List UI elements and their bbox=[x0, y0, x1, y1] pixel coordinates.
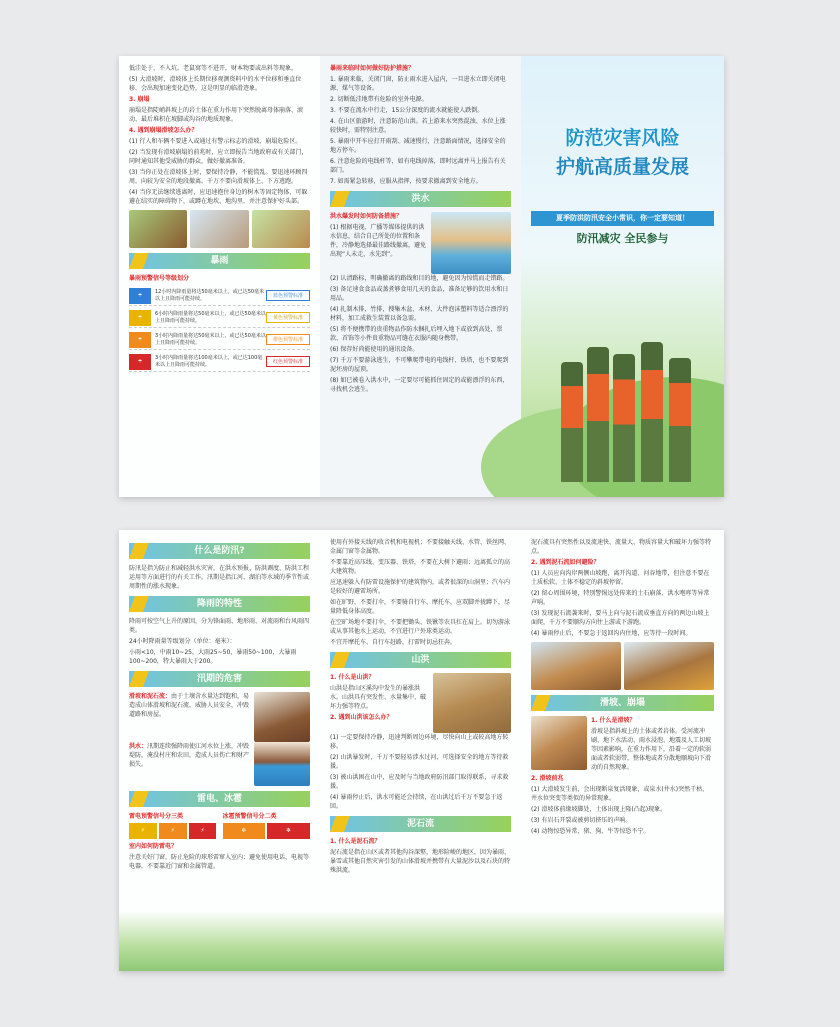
storm-item: 7. 如需紧急转移，应服从指挥，按要求撤离到安全地方。 bbox=[330, 178, 482, 185]
hail-signal-heading: 冰雹预警信号分二类 bbox=[222, 813, 277, 820]
lightning-icon: ⚡ bbox=[189, 823, 217, 839]
thunder-signal-heading: 雷电预警信号分三类 bbox=[129, 813, 184, 820]
rain-text: 降雨可按空气上升的原因，分为锋面雨、地形雨、对流雨和台风雨四类。 bbox=[129, 618, 310, 634]
flood-title: 洪水 bbox=[330, 191, 511, 207]
brochure-outside-sheet bbox=[119, 56, 724, 497]
thunder-tip: 不要靠近高压线、变压器、铁塔，不要在大树下避雨；远离孤立的高大建筑物。 bbox=[330, 559, 511, 575]
torrent-question: 2. 遇到山洪该怎么办？ bbox=[330, 714, 393, 721]
landslide-question: 2. 滑坡前兆 bbox=[531, 775, 564, 782]
flood-item: (4) 扎制木排、竹排，搜集木盆、木材、大件泡沫塑料等适合漂浮的材料，加工成救生装置以备急需。 bbox=[330, 306, 509, 322]
encounter-item: (2) 当发现有滑坡崩塌的前兆时，应立即报告当地政府或有关部门，同时通知其他受威胁的群众，做好撤离准备。 bbox=[129, 149, 308, 165]
rain-features-title: 降雨的特性 bbox=[129, 596, 310, 612]
flood-house-illustration bbox=[431, 212, 511, 274]
torrent-illustration bbox=[433, 673, 511, 733]
signal-text: 12小时内降雨量将达50毫米以上，或已达50毫米以上且降雨可能持续。 bbox=[155, 288, 265, 302]
debris-question: 1. 什么是泥石流？ bbox=[330, 838, 381, 845]
flood-item: (6) 保存好尚能使用的通讯设备。 bbox=[330, 346, 419, 353]
flood-item: (8) 如已被卷入洪水中，一定要尽可能抓住固定的或能漂浮的东西，寻找机会逃生。 bbox=[330, 377, 509, 393]
debris-title: 泥石流 bbox=[330, 816, 511, 832]
flood-item: (5) 将不便携带的贵重物品作防水捆扎后埋入地下或放到高处，票款、首饰等小件贵重物品可缝在衣服内随身携带。 bbox=[330, 326, 503, 342]
soldier-figure bbox=[561, 362, 583, 482]
storm-item: 4. 在山区旅游时，注意防范山洪。若上游来水突然混浊、水位上涨较快时，需特别注意。 bbox=[330, 118, 506, 134]
no-drive-tip: 不宜开摩托车、自行车赶路，打雷时切忌狂奔。 bbox=[330, 639, 457, 646]
landslide-collapse-title: 滑坡、崩塌 bbox=[531, 695, 714, 711]
thunder-tip: 应迅速躲入有防雷设施保护的建筑物内，或者很深的山洞里；汽车内是较好的避雷场所。 bbox=[330, 579, 511, 595]
thunder-tip: 使用有外接天线的收音机和电视机；不要接触天线、水管、铁丝网、金属门窗等金属物。 bbox=[330, 539, 511, 555]
torrent-item: (4) 暴雨停止后，洪水可能还会持续，在山洪过后千万不要急于返回。 bbox=[330, 794, 503, 810]
landslide-illustration bbox=[129, 210, 187, 248]
flood-item: (1) 根据电视、广播等媒体提供的洪水信息，结合自己所处的位置和条件，冷静地选择最佳路线撤离，避免出现“人未走，水先到”。 bbox=[330, 224, 427, 258]
collapse-heading: 3. 崩塌 bbox=[129, 96, 150, 103]
signal-tag: 红色预警标准 bbox=[266, 356, 310, 367]
hail-icon: ❄ bbox=[267, 823, 310, 839]
debris-item: (3) 发现泥石流袭来时，要马上向与泥石流成垂直方向的两边山坡上面爬，千万不要顺沟方向往上游或下游跑。 bbox=[531, 610, 710, 626]
storm-title: 暴雨 bbox=[129, 253, 310, 269]
rain-levels-heading: 24小时降雨量等级划分（单位：毫米）： bbox=[129, 638, 236, 645]
thunder-signal-block bbox=[129, 812, 217, 839]
indoor-text: 注意关好门窗，防止危险的球形雷窜入室内；避免使用电话、电视等电器，不要靠近门窗和金属管道。 bbox=[129, 854, 310, 870]
signal-tag: 蓝色预警标准 bbox=[266, 290, 310, 301]
soldier-figure bbox=[641, 342, 663, 482]
bottom-panel-left bbox=[119, 530, 320, 971]
signal-text: 3小时内降雨量将达100毫米以上，或已达100毫米以上且降雨可能持续。 bbox=[155, 354, 263, 368]
orange-signal-icon: ☂ bbox=[129, 332, 151, 348]
encounter-item: (3) 当你正处在滑坡体上时，要保持冷静，不能慌乱。要迅速环顾四周，向较为安全的地段撤离。千万不要向滑坡体上、下方逃跑。 bbox=[129, 169, 308, 185]
rescue-illustration bbox=[190, 210, 248, 248]
debris-intro: 泥石流具有突然性以及流速快、流量大、物质容量大和破坏力强等特点。 bbox=[531, 539, 712, 555]
soldier-figure bbox=[587, 347, 609, 482]
signal-row-blue bbox=[129, 286, 310, 306]
storm-item: 2. 切断低洼地带有危险的室外电源。 bbox=[330, 96, 428, 103]
yellow-signal-icon: ☂ bbox=[129, 310, 151, 326]
lightning-icon: ⚡ bbox=[129, 823, 157, 839]
flood-item: (3) 备足速食食品或蒸煮够食用几天的食品，准备足够的饮用水和日用品。 bbox=[330, 286, 509, 302]
debris-item: (1) 人员应向沟岸两侧山坡跑，离开沟道、河谷地带，但注意不要在土质松软、土体不稳定的斜坡停留。 bbox=[531, 570, 710, 586]
flooded-house-illustration bbox=[254, 742, 310, 786]
landslide-question: 1. 什么是滑坡？ bbox=[591, 717, 636, 724]
encounter-heading: 4. 遇到崩塌滑坡怎么办？ bbox=[129, 127, 198, 134]
soldier-figure bbox=[669, 358, 691, 482]
debris-item: (4) 暴雨停止后，不要急于返回沟内住地，应等待一段时间。 bbox=[531, 630, 692, 637]
signal-row-orange bbox=[129, 330, 310, 350]
torrent-question: 1. 什么是山洪？ bbox=[330, 674, 375, 681]
torrent-item: (2) 山洪暴发时，千万不要轻易涉水过河，可选择安全的地方等待救援。 bbox=[330, 754, 509, 770]
hazard-label: 洪水： bbox=[129, 743, 148, 750]
thunder-signal-row bbox=[129, 812, 310, 839]
blue-signal-icon: ☂ bbox=[129, 288, 151, 304]
encounter-item: (4) 当你无法继续逃离时，应迅速抱住身边的树木等固定物体，可躲避在结实的障碍物下，或蹲在地坎、地沟里，并注意保护好头部。 bbox=[129, 189, 308, 205]
intro-text: (5) 大滑坡时，滑坡体上长期位移观测资料中的水平位移和垂直位移，会出现加速变化趋势，这是明显的临滑迹象。 bbox=[129, 76, 302, 92]
rain-levels: 小雨<10，中雨10~25，大雨25~50，暴雨50~100，大暴雨100~200，特大暴雨大于200。 bbox=[129, 649, 297, 665]
top-panel-left bbox=[119, 56, 320, 497]
hail-signal-icons bbox=[223, 823, 311, 839]
cover-slogan: 防汛减灾 全民参与 bbox=[576, 232, 669, 245]
rockfall-illustration bbox=[254, 692, 310, 742]
thunder-hail-title: 雷电、冰雹 bbox=[129, 791, 310, 807]
storm-protect-heading: 暴雨来临时如何做好防护措施？ bbox=[330, 65, 415, 72]
debris-answer: 泥石流是指在山区或者其他沟谷深壑，地形险峻的地区，因为暴雨、暴雪或其他自然灾害引发的山体滑坡并携带有大量泥沙以及石块的特殊洪流。 bbox=[330, 849, 511, 874]
cover-panel bbox=[521, 56, 724, 497]
signal-row-red bbox=[129, 352, 310, 372]
signal-text: 6小时内降雨量将达50毫米以上，或已达50毫米以上且降雨可能持续。 bbox=[155, 310, 266, 324]
flood-item: (2) 认清路标，明确撤离的路线和目的地，避免因为惊慌而走错路。 bbox=[330, 275, 509, 282]
debris-illustration bbox=[531, 642, 621, 690]
landslide-intro-text bbox=[591, 716, 714, 774]
hazard-text: 汛期连续强降雨使江河水位上涨，冲毁堤防，淹没村庄和农田，造成人员伤亡和财产损失。 bbox=[129, 743, 250, 768]
storm-item: 6. 注意危险的电线杆等，如有电线掉落，即时远离并马上报告有关部门。 bbox=[330, 158, 506, 174]
flood-heading: 洪水爆发时如何防备措施？ bbox=[330, 213, 403, 220]
landslide-tent-illustration bbox=[624, 642, 714, 690]
intro-text: 低洼处于、不入坑。老鼠窝等不进开，财本物要或出料等现象。 bbox=[129, 65, 298, 72]
hazard-flood-row bbox=[129, 742, 310, 786]
brochure-inside-sheet bbox=[119, 530, 724, 971]
torrent-intro-row bbox=[330, 673, 511, 733]
top-panel-middle bbox=[320, 56, 521, 497]
hazard-landslide-row bbox=[129, 692, 310, 742]
landslide-answer: 滑坡是指斜坡上的土体或者岩体，受河流冲刷、地下水活动、雨水浸泡、地震及人工切坡等因素影响，在重力作用下，沿着一定的软弱面或者软弱带，整体地或者分散地顺坡向下滑动的自然现象。 bbox=[591, 728, 712, 771]
bottom-panel-right bbox=[521, 530, 724, 971]
landslide-item: (2) 滑坡体前缘坡脚处，土体出现上隆(凸起)现象。 bbox=[531, 806, 667, 813]
storm-item: 5. 暴雨中开车应打开雨刮、减速慢行，注意路面情况，选择安全的地方停车。 bbox=[330, 138, 506, 154]
cover-title-line2: 护航高质量发展 bbox=[555, 156, 689, 178]
flood-intro-text bbox=[330, 212, 427, 274]
signal-row-yellow bbox=[129, 308, 310, 328]
cover-title-line1: 防范灾害风险 bbox=[565, 127, 680, 149]
flood-item: (7) 千万不要游泳逃生，不可攀爬带电的电线杆、铁塔，也不要爬到泥坯房的屋顶。 bbox=[330, 357, 509, 373]
flood-intro-row bbox=[330, 212, 511, 274]
hazard-label: 滑坡和泥石流： bbox=[129, 693, 172, 700]
what-text: 防汛是指为防止和减轻洪水灾害，在洪水预报、防洪调度、防洪工程运用等方面进行的有关工作。汛期是指江河、湖泊等水域的季节性或周期性的涨水现象。 bbox=[129, 565, 310, 590]
hail-signal-block bbox=[223, 812, 311, 839]
thunder-signal-icons bbox=[129, 823, 217, 839]
debris-question: 2. 遇到泥石流如何避险？ bbox=[531, 559, 600, 566]
cover-banner: 夏季防洪防汛安全小常识，你一定要知道！ bbox=[531, 211, 714, 226]
slope-illustration bbox=[531, 716, 587, 770]
lightning-icon: ⚡ bbox=[159, 823, 187, 839]
storm-item: 1. 暴雨来临，关闭门窗，防止雨水进入屋内，一旦进水立即关闭电源、煤气等设备。 bbox=[330, 76, 506, 92]
landslide-item: (1) 大滑坡发生前，会出现断泉复活现象，或泉水(井水)突然干枯、井水位突变等类似的异常现象。 bbox=[531, 786, 709, 802]
landslide-item: (4) 动物惊恐异常，猪、狗、牛等惊恐不宁。 bbox=[531, 828, 650, 835]
what-is-flood-control-title: 什么是防汛? bbox=[129, 543, 310, 559]
signal-tag: 黄色预警标准 bbox=[266, 312, 310, 323]
hail-icon: ❄ bbox=[223, 823, 266, 839]
hazard-text: 由于土壤含水量达到饱和，易造成山体滑坡和泥石流，威胁人员安全，冲毁道路和房屋。 bbox=[129, 693, 250, 718]
collapse-text: 崩塌是指陡峭斜坡上的岩土体在重力作用下突然脱离母体崩落、滚动、最后堆积在坡脚或沟谷的地质现象。 bbox=[129, 107, 304, 123]
torrent-item: (1) 一定要保持冷静，迅速判断周边环境，尽快向山上或较高地方转移。 bbox=[330, 734, 509, 750]
landslide-intro-row bbox=[531, 716, 714, 774]
bottom-panel-middle bbox=[320, 530, 521, 971]
debris-illustrations bbox=[531, 642, 714, 690]
debris-item: (2) 留心周围环境，特别警惕远处传来的土石崩落、洪水咆哮等异常声响。 bbox=[531, 590, 710, 606]
signal-tag: 橙色预警标准 bbox=[266, 334, 310, 345]
indoor-heading: 室内如何防雷电？ bbox=[129, 843, 178, 850]
car-illustration bbox=[252, 210, 310, 248]
storm-signal-table bbox=[129, 286, 310, 372]
thunder-tip: 如在旷野，不要打伞，不要骑自行车、摩托车，应双脚并拢蹲下，尽量降低身体高度。 bbox=[330, 599, 511, 615]
landslide-item: (3) 有岩石开裂或被剪切挤压的声响。 bbox=[531, 817, 632, 824]
storm-item: 3. 不要在流水中行走，15公分深度的流水就能使人跌倒。 bbox=[330, 107, 484, 114]
flood-hazard-title: 汛期的危害 bbox=[129, 671, 310, 687]
storm-signal-heading: 暴雨预警信号等级划分 bbox=[129, 275, 190, 282]
torrent-item: (3) 被山洪困在山中，应及时与当地政府防汛部门取得联系，寻求救援。 bbox=[330, 774, 509, 790]
red-signal-icon: ☂ bbox=[129, 354, 151, 370]
encounter-item: (1) 行人和车辆不要进入或通过有警示标志的滑坡、崩塌危险区。 bbox=[129, 138, 302, 145]
signal-text: 3小时内降雨量将达50毫米以上，或已达50毫米以上且降雨可能持续。 bbox=[155, 332, 266, 346]
torrent-title: 山洪 bbox=[330, 652, 511, 668]
torrent-intro-text bbox=[330, 673, 429, 733]
soldier-figure bbox=[613, 354, 635, 482]
torrent-answer: 山洪是指山区溪沟中发生的暴涨洪水。山洪具有突发性、水量集中、破坏力强等特点。 bbox=[330, 685, 427, 710]
landslide-illustrations bbox=[129, 210, 310, 248]
outdoor-tip: 在空旷场地不要打伞，不要把锄头、铁锹等农具扛在肩上。切勿游泳或从事其他水上运动，不宜进行户外球类运动。 bbox=[330, 619, 511, 635]
